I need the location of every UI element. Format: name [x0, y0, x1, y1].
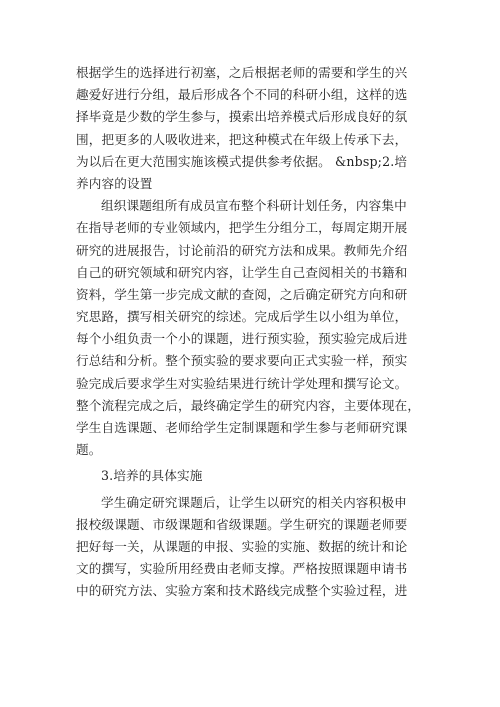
text-line: 学生自选课题、老师给学生定制课题和学生参与老师研究课 — [76, 420, 408, 435]
text-line: 研究的进展报告，讨论前沿的研究方法和成果。教师先介绍 — [76, 242, 408, 258]
paragraph-research-plan — [76, 195, 434, 461]
text-line: 每个小组负责一个小的课题，进行预实验，预实验完成后进 — [76, 331, 408, 347]
text-line: 学生确定研究课题后，让学生以研究的相关内容积极申 — [101, 494, 407, 510]
text-line: 究思路，撰写相关研究的综述。完成后学生以小组为单位， — [76, 309, 408, 325]
text-line: 文的撰写，实验所用经费由老师支撑。严格按照课题申请书 — [76, 561, 408, 577]
text-line: 整个流程完成之后，最终确定学生的研究内容，主要体现在， — [76, 397, 421, 413]
paragraph-project-application — [76, 492, 434, 603]
text-line: 围，把更多的人吸收进来，把这种模式在年级上传承下去， — [76, 131, 408, 147]
text-line: 行总结和分析。整个预实验的要求要向正式实验一样，预实 — [76, 353, 408, 369]
paragraph-selection-grouping — [76, 62, 434, 195]
text-line: 资料，学生第一步完成文献的查阅，之后确定研究方向和研 — [76, 286, 408, 302]
text-line: 趣爱好进行分组，最后形成各个不同的科研小组，这样的选 — [76, 87, 408, 103]
text-line: 自己的研究领域和研究内容，让学生自己查阅相关的书籍和 — [76, 264, 408, 280]
text-line: 题。 — [76, 442, 102, 458]
section-heading-implementation — [76, 465, 434, 487]
section-heading-training-content: 养内容的设置 — [76, 175, 153, 191]
text-line: 验完成后要求学生对实验结果进行统计学处理和撰写论文。 — [76, 375, 408, 391]
text-line: 组织课题组所有成员宣布整个科研计划任务，内容集中 — [101, 198, 407, 214]
text-line: 择毕竟是少数的学生参与，摸索出培养模式后形成良好的氛 — [76, 109, 408, 125]
document-page — [76, 62, 434, 603]
text-line: 把好每一关，从课题的申报、实验的实施、数据的统计和论 — [76, 538, 408, 554]
text-line: 为以后在更大范围实施该模式提供参考依据。 &nbsp;2.培 — [76, 153, 408, 169]
text-line: 报校级课题、市级课题和省级课题。学生研究的课题老师要 — [76, 516, 408, 532]
heading-text: 3.培养的具体实施 — [101, 468, 203, 484]
text-line: 中的研究方法、实验方案和技术路线完成整个实验过程，进 — [76, 583, 408, 599]
text-line: 根据学生的选择进行初塞，之后根据老师的需要和学生的兴 — [76, 65, 408, 80]
text-line: 在指导老师的专业领域内，把学生分组分工，每周定期开展 — [76, 220, 408, 236]
